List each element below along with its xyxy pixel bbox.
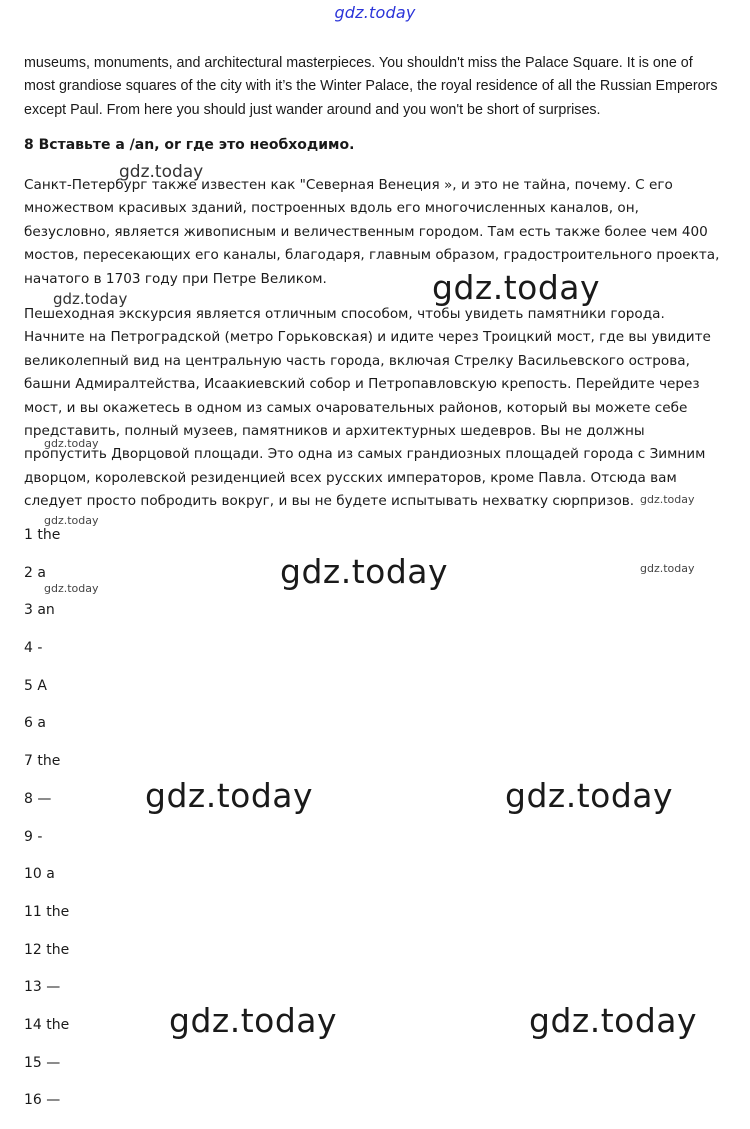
watermark: gdz.today — [280, 552, 449, 591]
answer-item: 13 — — [24, 979, 61, 996]
answer-item: 15 — — [24, 1054, 61, 1071]
answer-item: 5 A — [24, 677, 47, 694]
answer-item: 10 a — [24, 866, 55, 883]
answer-item: 16 — — [24, 1092, 61, 1109]
watermark: gdz.today — [432, 268, 601, 307]
watermark: gdz.today — [53, 290, 128, 308]
answer-item: 9 - — [24, 828, 43, 845]
watermark: gdz.today — [505, 776, 674, 815]
answer-item: 3 an — [24, 602, 55, 619]
watermark: gdz.today — [145, 776, 314, 815]
russian-paragraph-1: Санкт-Петербург также известен как "Северная Венеция », и это не тайна, почему. С его множеством красивых зданий, построенных вдоль его многочисленных каналов, он, безусловно, является живописным и величественным городом. Там есть также более чем 400 мостов, пересекающих его каналы, благодаря, главным образом, градостроительного проекта, начатого в 1703 году при Петре Великом. — [24, 177, 720, 287]
watermark: gdz.today — [640, 493, 695, 506]
answer-item: 4 - — [24, 640, 43, 657]
watermark: gdz.today — [44, 514, 99, 527]
watermark: gdz.today — [44, 437, 99, 450]
watermark: gdz.today — [44, 582, 99, 595]
russian-paragraph-2: Пешеходная экскурсия является отличным способом, чтобы увидеть памятники города. Начните на Петроградской (метро Горьковская) и идите через Троицкий мост, где вы увидите великолепный вид на центральную часть города, включая Стрелку Васильевского острова, башни Адмиралтейства, Исаакиевский собор и Петропавловскую крепость. Перейдите через мост, и вы окажетесь в одном из самых очаровательных районов, который вы можете себе представить, полный музеев, памятников и архитектурных шедевров. Вы не должны пропустить Дворцовой площади. Это одна из самых грандиозных площадей города с Зимним дворцом, королевской резиденцией всех русских императоров, кроме Павла. Отсюда вам следует просто побродить вокруг, и вы не будете испытывать нехватку сюрпризов. — [24, 306, 711, 510]
answer-list — [24, 524, 69, 1127]
answer-item: 7 the — [24, 753, 61, 770]
task-heading: 8 Вставьте a /an, or где это необходимо. — [24, 137, 355, 153]
english-paragraph: museums, monuments, and architectural masterpieces. You shouldn't miss the Palace Square. It is one of most grandiose squares of the city with it’s the Winter Palace, the royal residence of all the Russian Emperors except Paul. From here you should just wander around and you won't be short of surprises. — [24, 55, 718, 118]
watermark: gdz.today — [640, 562, 695, 575]
answer-item: 6 a — [24, 715, 46, 732]
answer-item: 8 — — [24, 790, 52, 807]
answer-item: 11 the — [24, 903, 70, 920]
watermark: gdz.today — [529, 1001, 698, 1040]
answer-item: 12 the — [24, 941, 70, 958]
site-watermark-header: gdz.today — [334, 3, 416, 22]
watermark: gdz.today — [119, 162, 204, 182]
watermark: gdz.today — [169, 1001, 338, 1040]
answer-item: 14 the — [24, 1016, 70, 1033]
answer-item: 2 a — [24, 564, 46, 581]
answer-item: 1 the — [24, 527, 61, 543]
